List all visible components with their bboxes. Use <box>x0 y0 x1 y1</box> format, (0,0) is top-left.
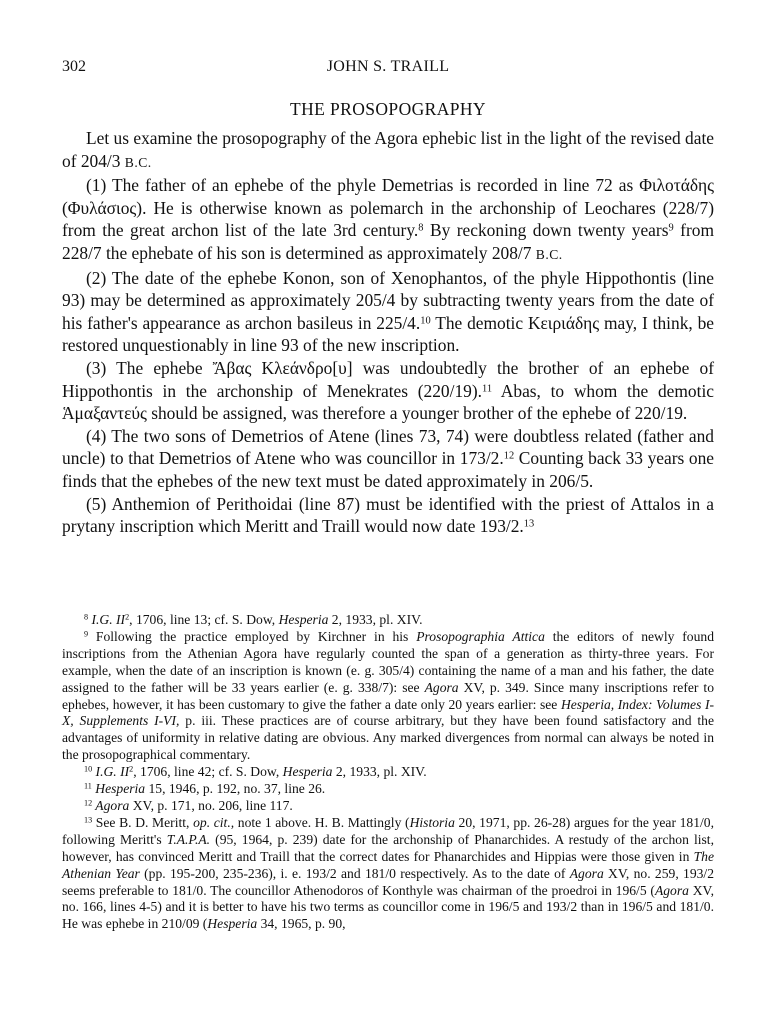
footnote-ref-9: 9 <box>668 222 674 234</box>
footnote-ref-10: 10 <box>420 315 431 327</box>
paragraph-3: (3) The ephebe Ἄβας Κλεάνδρο[υ] was undoubtedly the brother of an ephebe of Hippothontis in the archonship of Menekrates (220/19).$^{11}$ Abas, to whom the demotic Ἁμαξαντεύς should be assigned, was therefore a younger brother of the ephebe of 220/19. <box>62 357 714 424</box>
footnote-ref-13: 13 <box>523 518 535 530</box>
paragraph-1: (1) The father of an ephebe of the phyle Demetrias is recorded in line 72 as Φιλοτάδης (Φυλάσιος). He is otherwise known as polemarch in the archonship of Leochares (228/7) from the great archon list of the late 3rd century.$^8$ By reckoning down twenty years$^9$ from 228/7 the ephebate of his son is determined as approximately 208/7 B.C. <box>62 175 714 263</box>
paragraph-2: (2) The date of the ephebe Konon, son of Xenophantos, of the phyle Hippothontis (line 93) may be determined as approximately 205/4 by subtracting twenty years from the date of his father's appearance as archon basileus in 225/4.10 The demotic Κειριάδης may, I think, be restored unquestionably in line 93 of the new inscription. <box>62 267 715 356</box>
footnotes <box>62 612 714 933</box>
paragraph-5: (5) Anthemion of Perithoidai (line 87) must be identified with the priest of Attalos in a prytany inscription which Meritt and Traill would now date 193/2.13 <box>62 493 714 537</box>
section-title: THE PROSOPOGRAPHY <box>290 99 486 119</box>
footnote-ref-8: 8 <box>418 222 424 234</box>
footnote-9: $^9$ Following the practice employed by Kirchner in his Prosopographia Attica the editors of newly found inscriptions from the Athenian Agora have regularly counted the span of a generation as thirty-three years. For example, when the date of an inscription is known (e. g. 305/4) containing the name of a man and his father, the date assigned to the father will be 33 years earlier (e. g. 338/7): see Agora XV, p. 349. Since many inscriptions refer to ephebes, however, it has been customary to give the father a date only 20 years earlier: see Hesperia, Index: Volumes I-X, Supplements I-VI, p. iii. These practices are of course arbitrary, but they have been found satisfactory and the advantages of uniformity in relative dating are obvious. Any marked divergences from normal can always be noted in the prosopographical commentary. <box>62 628 714 763</box>
footnote-ref-12: 12 <box>503 450 515 462</box>
paragraph-intro: Let us examine the prosopography of the Agora ephebic list in the light of the revised date of 204/3 B.C. <box>62 128 714 171</box>
footnote-12: $^{12}$ Agora XV, p. 171, no. 206, line 117. <box>84 797 293 813</box>
footnote-11: $^{11}$ Hesperia 15, 1946, p. 192, no. 37, line 26. <box>84 781 326 797</box>
paragraph-4: (4) The two sons of Demetrios of Atene (lines 73, 74) were doubtless related (father and uncle) to that Demetrios of Atene who was councillor in 173/2.12 Counting back 33 years one finds that the ephebes of the new text must be dated approximately in 206/5. <box>62 425 715 491</box>
footnote-8: $^8$ I.G. $II^2$, 1706, line 13; cf. S. Dow, Hesperia 2, 1933, pl. XIV. <box>84 612 423 627</box>
footnote-10: $^{10}$ I.G. $II^2$, 1706, line 42; cf. S. Dow, Hesperia 2, 1933, pl. XIV. <box>84 764 427 780</box>
body-text <box>62 127 714 538</box>
author-header: JOHN S. TRAILL <box>326 58 450 75</box>
footnote-ref-11: 11 <box>482 382 493 394</box>
running-head <box>62 57 714 77</box>
page-number: 302 <box>62 58 86 75</box>
footnote-13: $^{13}$ See B. D. Meritt, op. cit., note 1 above. H. B. Mattingly (Historia 20, 1971, pp. 26-28) argues for the year 181/0, following Meritt's T.A.P.A. (95, 1964, p. 239) date for the archonship of Phanarchides. A restudy of the archon list, however, has convinced Meritt and Traill that the correct dates for Phanarchides and Hippias were those given in The Athenian Year (pp. 195-200, 235-236), i. e. 193/2 and 181/0 respectively. As to the date of Agora XV, no. 259, 193/2 seems preferable to 181/0. The councillor Athenodoros of Konthyle was chairman of the proedroi in 196/5 (Agora XV, no. 166, lines 4-5) and it is better to have his two terms as councillor come in 196/5 and 193/2 than in 196/5 and 181/0. He was ephebe in 210/09 (Hesperia 34, 1965, p. 90, <box>62 814 714 932</box>
